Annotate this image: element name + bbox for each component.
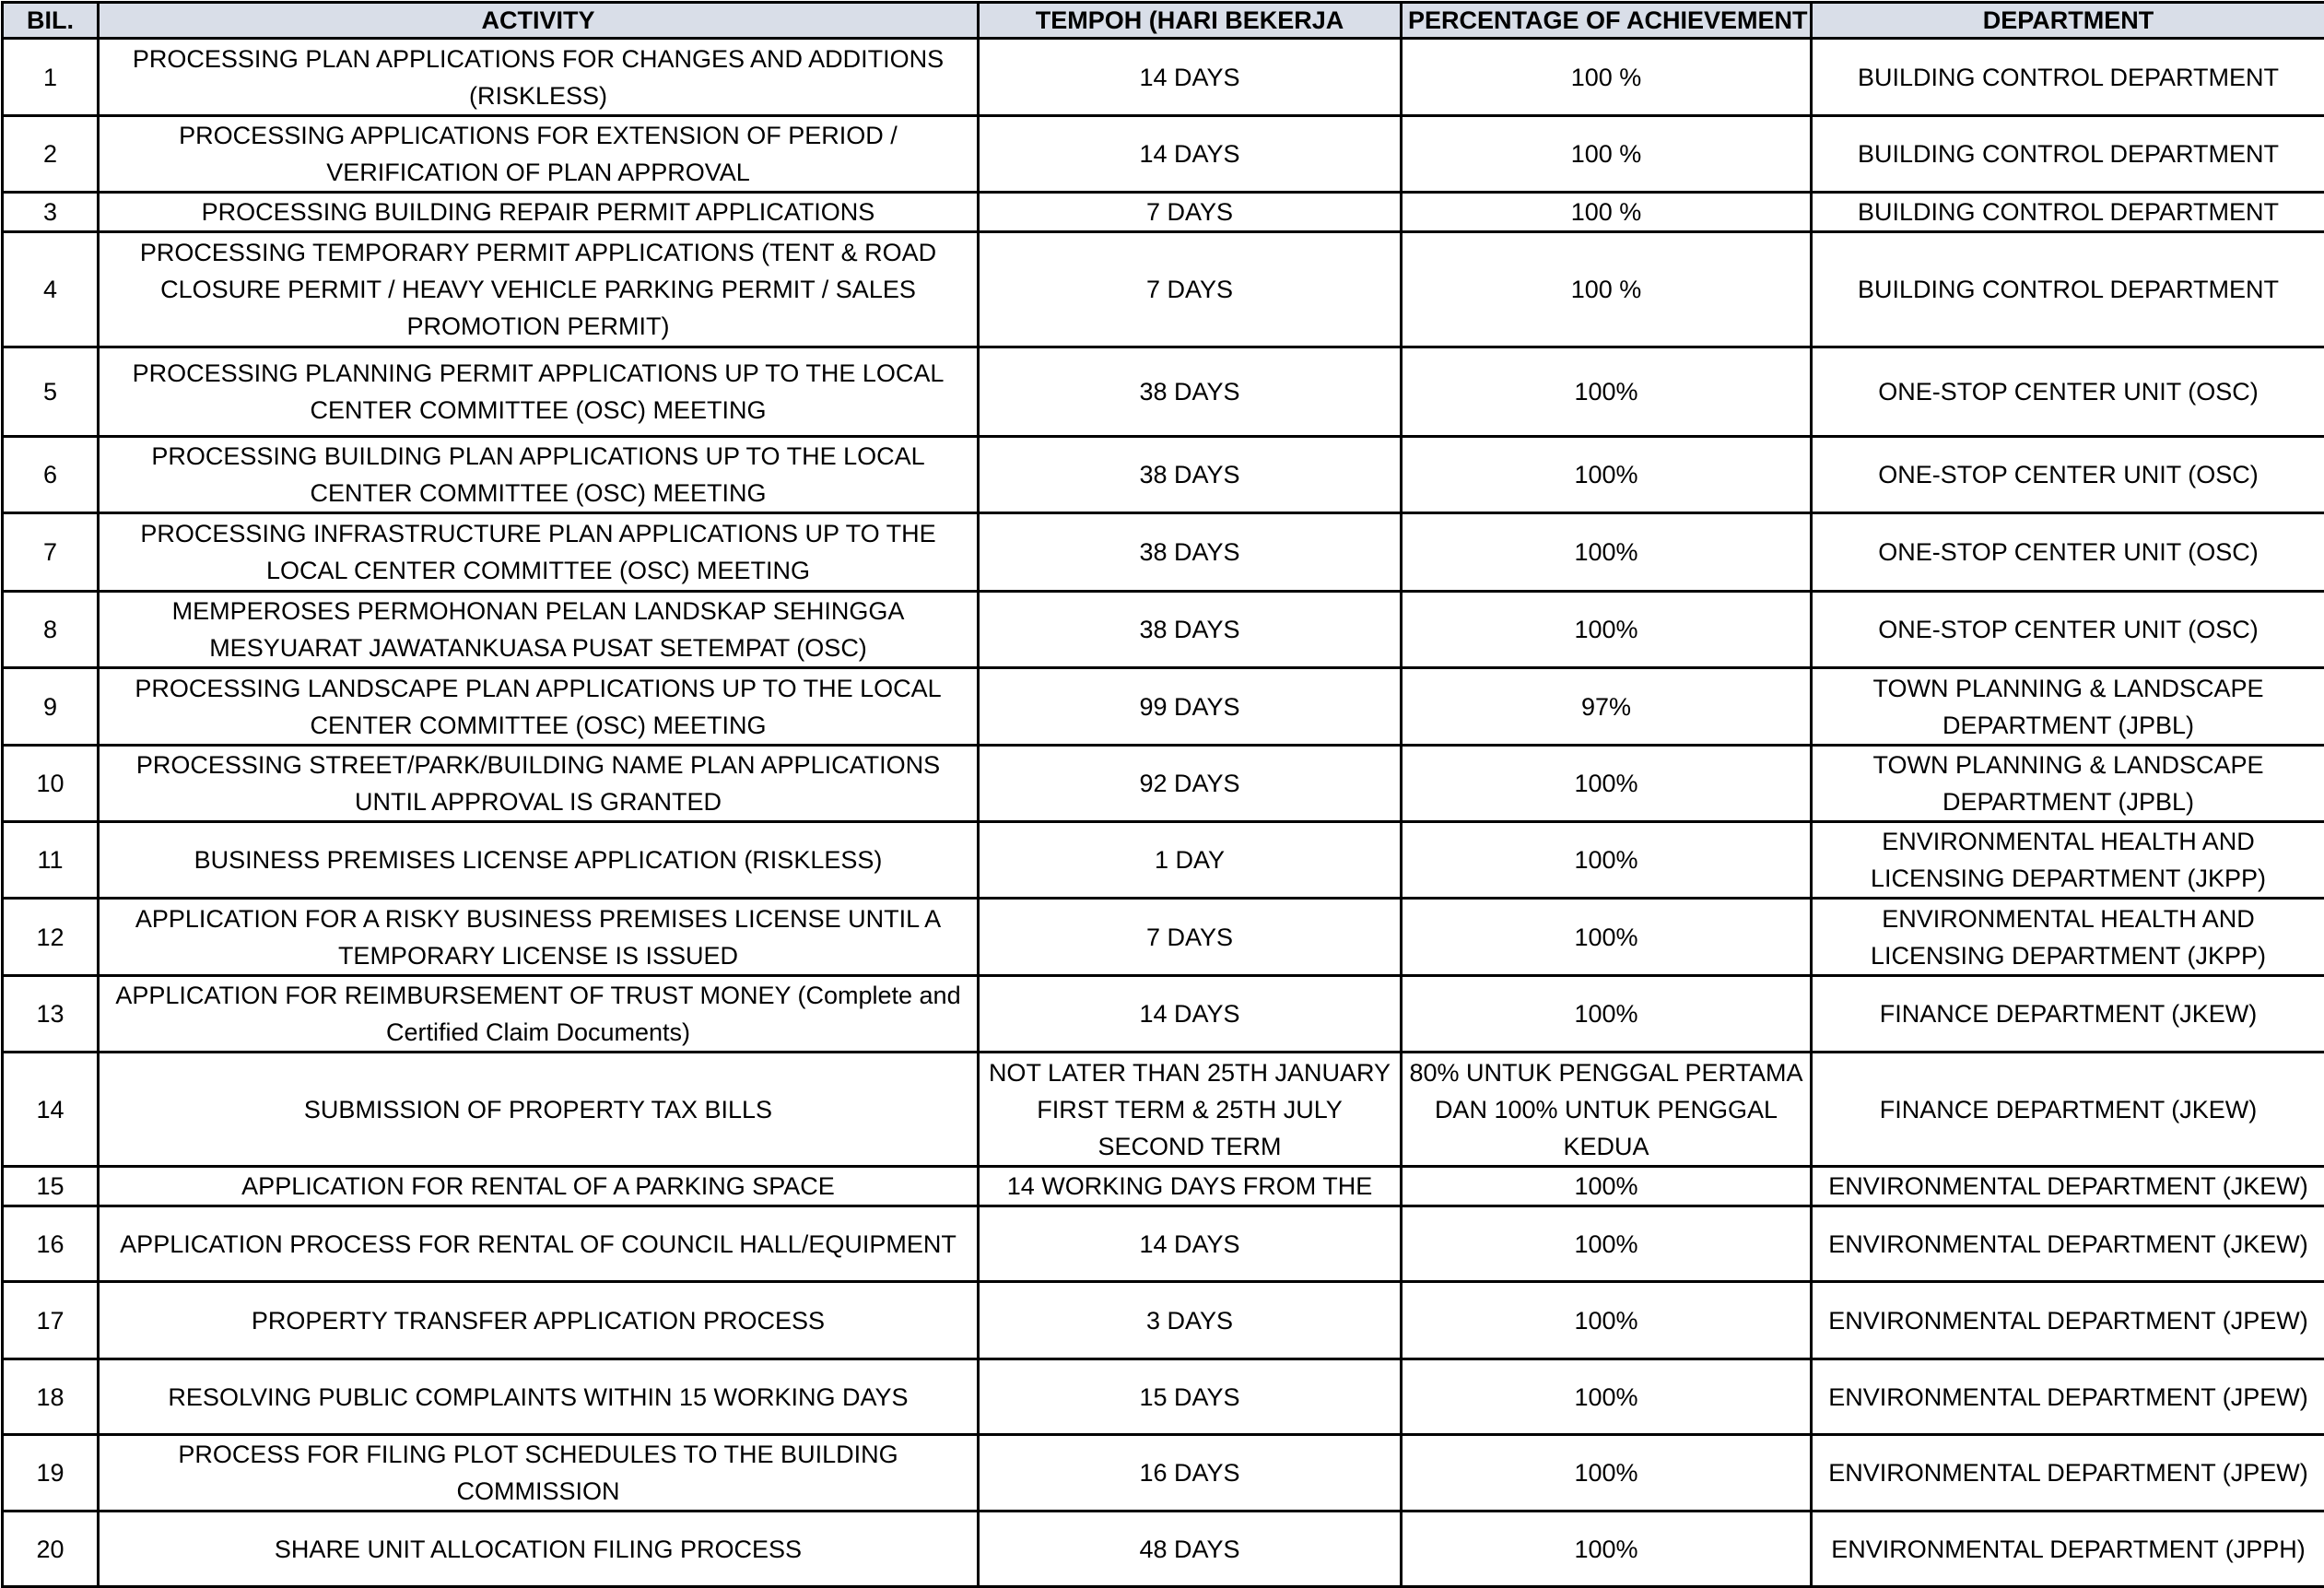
- cell-department: ENVIRONMENTAL HEALTH AND LICENSING DEPARTMENT (JKPP): [1812, 822, 2324, 899]
- cell-tempoh: 16 DAYS: [979, 1435, 1402, 1512]
- cell-percentage: 100%: [1402, 1359, 1812, 1435]
- cell-tempoh: 48 DAYS: [979, 1512, 1402, 1587]
- cell-activity: PROCESSING BUILDING REPAIR PERMIT APPLICATIONS: [99, 193, 979, 232]
- cell-bil: 7: [3, 513, 99, 592]
- cell-bil: 3: [3, 193, 99, 232]
- cell-tempoh: 7 DAYS: [979, 899, 1402, 976]
- cell-percentage: 100%: [1402, 1206, 1812, 1282]
- cell-bil: 16: [3, 1206, 99, 1282]
- cell-activity: PROCESSING LANDSCAPE PLAN APPLICATIONS UP TO THE LOCAL CENTER COMMITTEE (OSC) MEETING: [99, 668, 979, 746]
- cell-department: ENVIRONMENTAL DEPARTMENT (JKEW): [1812, 1167, 2324, 1206]
- table-row: [3, 746, 2324, 822]
- cell-percentage: 97%: [1402, 668, 1812, 746]
- cell-percentage: 100%: [1402, 1512, 1812, 1587]
- cell-department: ONE-STOP CENTER UNIT (OSC): [1812, 347, 2324, 437]
- cell-activity: PROCESSING TEMPORARY PERMIT APPLICATIONS (TENT & ROAD CLOSURE PERMIT / HEAVY VEHICLE PARKING PERMIT / SALES PROMOTION PERMIT): [99, 232, 979, 347]
- cell-tempoh: 14 DAYS: [979, 39, 1402, 116]
- cell-percentage: 100 %: [1402, 232, 1812, 347]
- cell-percentage: 100%: [1402, 746, 1812, 822]
- cell-department: TOWN PLANNING & LANDSCAPE DEPARTMENT (JPBL): [1812, 746, 2324, 822]
- cell-percentage: 100%: [1402, 513, 1812, 592]
- cell-tempoh: 38 DAYS: [979, 592, 1402, 668]
- cell-percentage: 80% UNTUK PENGGAL PERTAMA DAN 100% UNTUK PENGGAL KEDUA: [1402, 1053, 1812, 1167]
- cell-tempoh: 99 DAYS: [979, 668, 1402, 746]
- cell-activity: APPLICATION FOR A RISKY BUSINESS PREMISES LICENSE UNTIL A TEMPORARY LICENSE IS ISSUED: [99, 899, 979, 976]
- header-activity: ACTIVITY: [99, 3, 979, 39]
- cell-bil: 11: [3, 822, 99, 899]
- cell-activity: PROCESSING STREET/PARK/BUILDING NAME PLAN APPLICATIONS UNTIL APPROVAL IS GRANTED: [99, 746, 979, 822]
- table-row: [3, 668, 2324, 746]
- cell-department: FINANCE DEPARTMENT (JKEW): [1812, 1053, 2324, 1167]
- table-row: [3, 976, 2324, 1053]
- cell-bil: 12: [3, 899, 99, 976]
- cell-tempoh: 3 DAYS: [979, 1282, 1402, 1359]
- cell-department: BUILDING CONTROL DEPARTMENT: [1812, 39, 2324, 116]
- cell-activity: MEMPEROSES PERMOHONAN PELAN LANDSKAP SEHINGGA MESYUARAT JAWATANKUASA PUSAT SETEMPAT (OSC): [99, 592, 979, 668]
- cell-bil: 19: [3, 1435, 99, 1512]
- cell-activity: PROCESSING APPLICATIONS FOR EXTENSION OF PERIOD / VERIFICATION OF PLAN APPROVAL: [99, 116, 979, 193]
- cell-tempoh: 14 DAYS: [979, 1206, 1402, 1282]
- cell-tempoh: 1 DAY: [979, 822, 1402, 899]
- cell-activity: SHARE UNIT ALLOCATION FILING PROCESS: [99, 1512, 979, 1587]
- header-tempoh: TEMPOH (HARI BEKERJA: [979, 3, 1402, 39]
- cell-percentage: 100%: [1402, 1167, 1812, 1206]
- cell-activity: PROCESSING PLAN APPLICATIONS FOR CHANGES AND ADDITIONS (RISKLESS): [99, 39, 979, 116]
- table-row: [3, 822, 2324, 899]
- cell-bil: 6: [3, 437, 99, 513]
- cell-percentage: 100 %: [1402, 193, 1812, 232]
- cell-bil: 17: [3, 1282, 99, 1359]
- cell-percentage: 100%: [1402, 822, 1812, 899]
- cell-department: BUILDING CONTROL DEPARTMENT: [1812, 116, 2324, 193]
- table-row: [3, 39, 2324, 116]
- cell-tempoh: 7 DAYS: [979, 232, 1402, 347]
- table-row: [3, 437, 2324, 513]
- table-row: [3, 1167, 2324, 1206]
- table-row: [3, 116, 2324, 193]
- cell-department: ENVIRONMENTAL DEPARTMENT (JKEW): [1812, 1206, 2324, 1282]
- cell-department: TOWN PLANNING & LANDSCAPE DEPARTMENT (JPBL): [1812, 668, 2324, 746]
- cell-activity: SUBMISSION OF PROPERTY TAX BILLS: [99, 1053, 979, 1167]
- table-row: [3, 1282, 2324, 1359]
- cell-activity: RESOLVING PUBLIC COMPLAINTS WITHIN 15 WORKING DAYS: [99, 1359, 979, 1435]
- cell-bil: 4: [3, 232, 99, 347]
- table-row: [3, 1359, 2324, 1435]
- table-row: [3, 899, 2324, 976]
- cell-tempoh: 38 DAYS: [979, 437, 1402, 513]
- cell-activity: APPLICATION FOR RENTAL OF A PARKING SPACE: [99, 1167, 979, 1206]
- table-row: [3, 1435, 2324, 1512]
- cell-bil: 15: [3, 1167, 99, 1206]
- cell-activity: PROCESSING PLANNING PERMIT APPLICATIONS UP TO THE LOCAL CENTER COMMITTEE (OSC) MEETING: [99, 347, 979, 437]
- header-bil: BIL.: [3, 3, 99, 39]
- cell-bil: 13: [3, 976, 99, 1053]
- cell-activity: PROPERTY TRANSFER APPLICATION PROCESS: [99, 1282, 979, 1359]
- cell-percentage: 100 %: [1402, 39, 1812, 116]
- cell-tempoh: 14 DAYS: [979, 976, 1402, 1053]
- cell-tempoh: NOT LATER THAN 25TH JANUARY FIRST TERM & 25TH JULY SECOND TERM: [979, 1053, 1402, 1167]
- cell-activity: APPLICATION FOR REIMBURSEMENT OF TRUST MONEY (Complete and Certified Claim Documents): [99, 976, 979, 1053]
- cell-department: ENVIRONMENTAL HEALTH AND LICENSING DEPARTMENT (JKPP): [1812, 899, 2324, 976]
- cell-tempoh: 92 DAYS: [979, 746, 1402, 822]
- table-row: [3, 1512, 2324, 1587]
- cell-department: ENVIRONMENTAL DEPARTMENT (JPPH): [1812, 1512, 2324, 1587]
- cell-department: ONE-STOP CENTER UNIT (OSC): [1812, 592, 2324, 668]
- cell-percentage: 100%: [1402, 899, 1812, 976]
- cell-percentage: 100%: [1402, 347, 1812, 437]
- cell-department: ENVIRONMENTAL DEPARTMENT (JPEW): [1812, 1282, 2324, 1359]
- cell-department: FINANCE DEPARTMENT (JKEW): [1812, 976, 2324, 1053]
- table-row: [3, 232, 2324, 347]
- cell-activity: BUSINESS PREMISES LICENSE APPLICATION (RISKLESS): [99, 822, 979, 899]
- cell-tempoh: 14 DAYS: [979, 116, 1402, 193]
- cell-bil: 10: [3, 746, 99, 822]
- table-row: [3, 1206, 2324, 1282]
- cell-activity: PROCESSING BUILDING PLAN APPLICATIONS UP TO THE LOCAL CENTER COMMITTEE (OSC) MEETING: [99, 437, 979, 513]
- cell-percentage: 100%: [1402, 437, 1812, 513]
- cell-tempoh: 14 WORKING DAYS FROM THE: [979, 1167, 1402, 1206]
- header-row: [3, 3, 2324, 39]
- table-row: [3, 1053, 2324, 1167]
- service-charter-table: [1, 1, 2324, 1588]
- cell-bil: 1: [3, 39, 99, 116]
- cell-department: ENVIRONMENTAL DEPARTMENT (JPEW): [1812, 1359, 2324, 1435]
- cell-bil: 14: [3, 1053, 99, 1167]
- header-department: DEPARTMENT: [1812, 3, 2324, 39]
- cell-department: ENVIRONMENTAL DEPARTMENT (JPEW): [1812, 1435, 2324, 1512]
- cell-percentage: 100%: [1402, 1435, 1812, 1512]
- cell-tempoh: 38 DAYS: [979, 347, 1402, 437]
- table-row: [3, 347, 2324, 437]
- table-row: [3, 592, 2324, 668]
- cell-bil: 5: [3, 347, 99, 437]
- cell-bil: 9: [3, 668, 99, 746]
- cell-percentage: 100%: [1402, 1282, 1812, 1359]
- cell-bil: 20: [3, 1512, 99, 1587]
- cell-bil: 8: [3, 592, 99, 668]
- cell-department: BUILDING CONTROL DEPARTMENT: [1812, 232, 2324, 347]
- cell-department: ONE-STOP CENTER UNIT (OSC): [1812, 513, 2324, 592]
- cell-percentage: 100 %: [1402, 116, 1812, 193]
- cell-tempoh: 15 DAYS: [979, 1359, 1402, 1435]
- cell-bil: 2: [3, 116, 99, 193]
- table-row: [3, 193, 2324, 232]
- cell-department: ONE-STOP CENTER UNIT (OSC): [1812, 437, 2324, 513]
- cell-tempoh: 38 DAYS: [979, 513, 1402, 592]
- cell-activity: PROCESS FOR FILING PLOT SCHEDULES TO THE BUILDING COMMISSION: [99, 1435, 979, 1512]
- cell-activity: PROCESSING INFRASTRUCTURE PLAN APPLICATIONS UP TO THE LOCAL CENTER COMMITTEE (OSC) MEETING: [99, 513, 979, 592]
- cell-percentage: 100%: [1402, 976, 1812, 1053]
- cell-tempoh: 7 DAYS: [979, 193, 1402, 232]
- cell-bil: 18: [3, 1359, 99, 1435]
- table-row: [3, 513, 2324, 592]
- cell-percentage: 100%: [1402, 592, 1812, 668]
- header-percentage: PERCENTAGE OF ACHIEVEMENT: [1402, 3, 1812, 39]
- cell-activity: APPLICATION PROCESS FOR RENTAL OF COUNCIL HALL/EQUIPMENT: [99, 1206, 979, 1282]
- cell-department: BUILDING CONTROL DEPARTMENT: [1812, 193, 2324, 232]
